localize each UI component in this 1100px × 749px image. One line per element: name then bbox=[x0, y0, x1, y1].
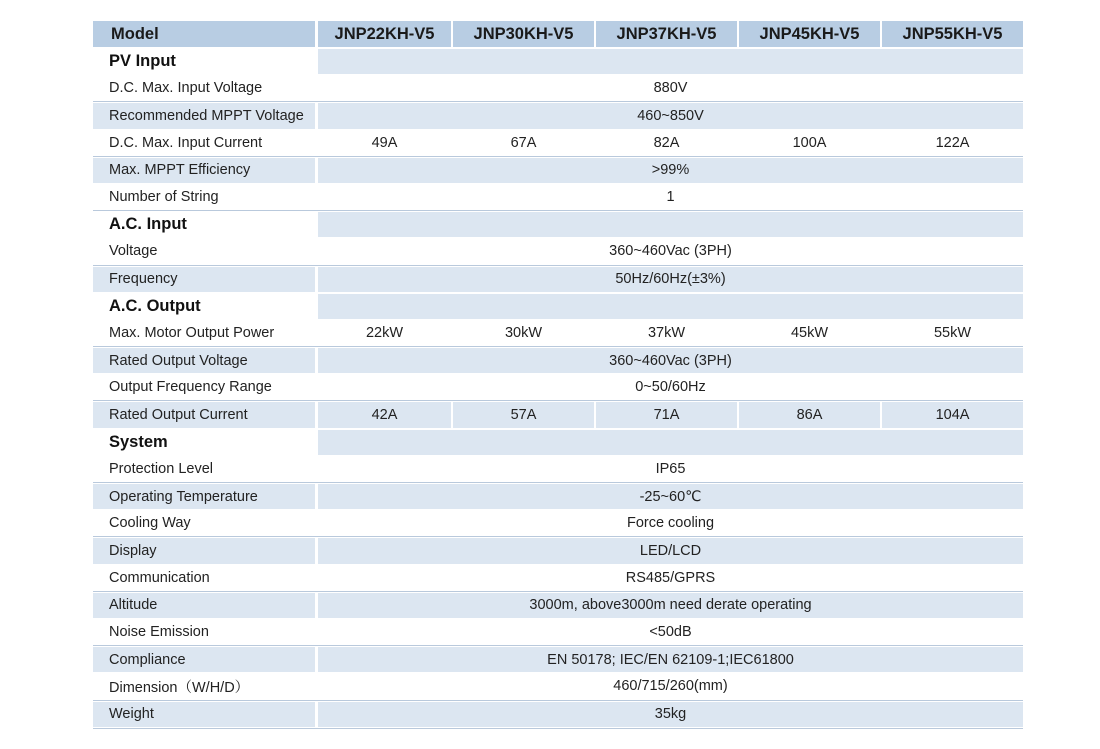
table-row bbox=[93, 130, 1023, 157]
row-value-col-2: 57A bbox=[453, 402, 594, 427]
model-header-jnp30kh-v5: JNP30KH-V5 bbox=[453, 21, 594, 47]
table-row bbox=[93, 619, 1023, 646]
row-value: 1 bbox=[666, 189, 675, 206]
row-value-col-1: 42A bbox=[318, 402, 451, 427]
model-header-label: Model bbox=[93, 21, 315, 47]
row-value-col-4: 86A bbox=[739, 402, 880, 427]
row-label: Max. Motor Output Power bbox=[109, 324, 275, 341]
row-value: RS485/GPRS bbox=[625, 569, 716, 586]
spec-table bbox=[93, 20, 1023, 729]
model-header-jnp45kh-v5: JNP45KH-V5 bbox=[739, 21, 880, 47]
row-value-col-1: 49A bbox=[371, 134, 398, 151]
table-row bbox=[93, 537, 1023, 564]
row-value: <50dB bbox=[649, 624, 692, 641]
table-row bbox=[93, 456, 1023, 483]
section-heading-row bbox=[93, 211, 1023, 238]
section-title: PV Input bbox=[109, 52, 176, 71]
row-label: Compliance bbox=[93, 647, 315, 672]
table-row bbox=[93, 266, 1023, 293]
row-label: Number of String bbox=[109, 189, 219, 206]
row-label: Rated Output Current bbox=[93, 402, 315, 427]
table-row bbox=[93, 184, 1023, 211]
row-value-col-2: 67A bbox=[510, 134, 537, 151]
section-title: A.C. Input bbox=[109, 215, 187, 234]
row-value-col-3: 71A bbox=[596, 402, 737, 427]
row-value: IP65 bbox=[655, 460, 686, 477]
row-label: Rated Output Voltage bbox=[93, 348, 315, 373]
row-label: Max. MPPT Efficiency bbox=[93, 158, 315, 183]
row-label: Communication bbox=[109, 569, 210, 586]
section-filler bbox=[318, 430, 1023, 455]
row-value: 880V bbox=[653, 80, 688, 97]
table-bottom-rule bbox=[93, 728, 1023, 729]
row-value-col-3: 37kW bbox=[647, 324, 686, 341]
row-value-col-5: 104A bbox=[882, 402, 1023, 427]
row-value: LED/LCD bbox=[318, 538, 1023, 563]
table-row bbox=[93, 565, 1023, 592]
section-title: System bbox=[109, 432, 168, 451]
model-header-jnp55kh-v5: JNP55KH-V5 bbox=[882, 21, 1023, 47]
row-label: Protection Level bbox=[109, 460, 213, 477]
row-value-col-5: 122A bbox=[935, 134, 970, 151]
row-label: Voltage bbox=[109, 243, 158, 260]
table-row bbox=[93, 673, 1023, 700]
section-title: A.C. Output bbox=[109, 296, 201, 315]
section-heading-row bbox=[93, 48, 1023, 75]
row-value-col-2: 30kW bbox=[504, 324, 543, 341]
row-label: Operating Temperature bbox=[93, 484, 315, 509]
row-value: 460~850V bbox=[318, 103, 1023, 128]
row-label: Frequency bbox=[93, 267, 315, 292]
row-value: -25~60℃ bbox=[318, 484, 1023, 509]
table-row bbox=[93, 701, 1023, 728]
table-row bbox=[93, 592, 1023, 619]
row-value: EN 50178; IEC/EN 62109-1;IEC61800 bbox=[318, 647, 1023, 672]
row-value: 0~50/60Hz bbox=[635, 379, 706, 396]
row-value-col-4: 100A bbox=[792, 134, 827, 151]
row-value-col-4: 45kW bbox=[790, 324, 829, 341]
row-value: 50Hz/60Hz(±3%) bbox=[318, 267, 1023, 292]
row-label: Display bbox=[93, 538, 315, 563]
table-row bbox=[93, 374, 1023, 401]
table-row bbox=[93, 75, 1023, 102]
row-value: 460/715/260(mm) bbox=[613, 678, 728, 695]
row-value: 35kg bbox=[318, 702, 1023, 727]
row-value: Force cooling bbox=[626, 515, 715, 532]
section-heading-row bbox=[93, 293, 1023, 320]
row-value-col-1: 22kW bbox=[365, 324, 404, 341]
table-row bbox=[93, 238, 1023, 265]
table-row bbox=[93, 157, 1023, 184]
table-row bbox=[93, 510, 1023, 537]
row-label: D.C. Max. Input Voltage bbox=[109, 80, 263, 97]
row-value: 3000m, above3000m need derate operating bbox=[318, 593, 1023, 618]
section-filler bbox=[318, 212, 1023, 237]
row-value-col-5: 55kW bbox=[933, 324, 972, 341]
table-row bbox=[93, 347, 1023, 374]
table-header-row bbox=[93, 20, 1023, 48]
table-row bbox=[93, 646, 1023, 673]
model-header-jnp37kh-v5: JNP37KH-V5 bbox=[596, 21, 737, 47]
row-label: Dimension（W/H/D） bbox=[109, 679, 250, 696]
row-value-col-3: 82A bbox=[653, 134, 680, 151]
model-header-jnp22kh-v5: JNP22KH-V5 bbox=[318, 21, 451, 47]
row-value: 360~460Vac (3PH) bbox=[609, 243, 732, 260]
row-value: >99% bbox=[318, 158, 1023, 183]
row-label: Cooling Way bbox=[109, 515, 191, 532]
section-heading-row bbox=[93, 429, 1023, 456]
row-label: Output Frequency Range bbox=[109, 379, 272, 396]
row-label: Noise Emission bbox=[109, 624, 209, 641]
row-label: D.C. Max. Input Current bbox=[109, 134, 263, 151]
table-row bbox=[93, 401, 1023, 428]
row-label: Weight bbox=[93, 702, 315, 727]
table-row bbox=[93, 483, 1023, 510]
row-value: 360~460Vac (3PH) bbox=[318, 348, 1023, 373]
table-row bbox=[93, 102, 1023, 129]
section-filler bbox=[318, 49, 1023, 74]
table-row bbox=[93, 320, 1023, 347]
row-label: Recommended MPPT Voltage bbox=[93, 103, 315, 128]
section-filler bbox=[318, 294, 1023, 319]
row-label: Altitude bbox=[93, 593, 315, 618]
